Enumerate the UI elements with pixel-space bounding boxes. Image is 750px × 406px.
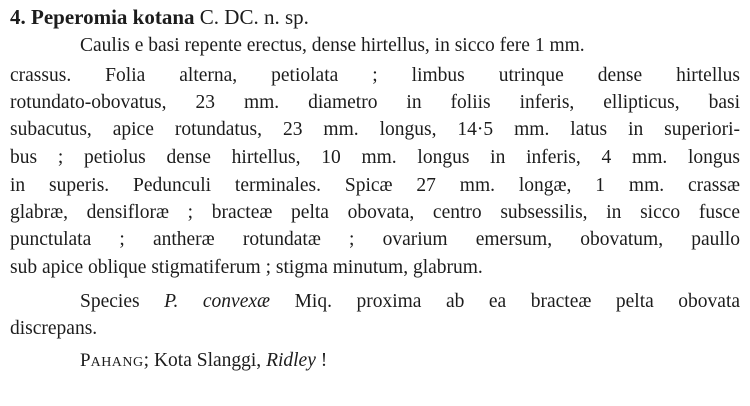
comparison-middle: Miq. proxima ab ea bracteæ pelta obovata (294, 291, 741, 312)
description-line-7: glabræ, densifloræ ; bracteæ pelta obovata, centro subsessilis, in sicco fusce (10, 202, 740, 223)
description-line-6: in superis. Pedunculi terminales. Spicæ 27 mm. longæ, 1 mm. crassæ (10, 175, 740, 196)
comparison-line-2: discrepans. (10, 318, 98, 339)
description-line-2: crassus. Folia alterna, petiolata ; limbus utrinque dense hirtellus (10, 65, 740, 86)
species-number: 4. (10, 5, 26, 29)
locality-line (80, 349, 327, 375)
comparison-line-1 (80, 290, 740, 314)
description-line-9: sub apice oblique stigmatiferum ; stigma minutum, glabrum. (10, 257, 483, 278)
species-author: C. DC. n. sp. (199, 5, 309, 29)
locality-mark: ! (320, 350, 328, 371)
description-line-4: subacutus, apice rotundatus, 23 mm. longus, 14·5 mm. latus in superiori- (10, 119, 740, 140)
comparison-species: P. convexæ (164, 291, 271, 312)
locality-region: PAHANG (80, 350, 144, 371)
description-line-1: Caulis e basi repente erectus, dense hirtellus, in sicco fere 1 mm. (80, 35, 585, 56)
description-line-5: bus ; petiolus dense hirtellus, 10 mm. longus in inferis, 4 mm. longus (10, 147, 740, 168)
comparison-prefix: Species (80, 291, 140, 312)
locality-collector: Ridley (266, 350, 316, 371)
description-line-3: rotundato-obovatus, 23 mm. diametro in foliis inferis, ellipticus, basi (10, 92, 740, 113)
locality-separator: ; (143, 350, 150, 371)
species-heading (10, 4, 309, 30)
description-line-8: punctulata ; antheræ rotundatæ ; ovarium emersum, obovatum, paullo (10, 229, 740, 250)
species-name: Peperomia kotana (31, 5, 195, 29)
locality-place: Kota Slanggi, (153, 350, 262, 371)
